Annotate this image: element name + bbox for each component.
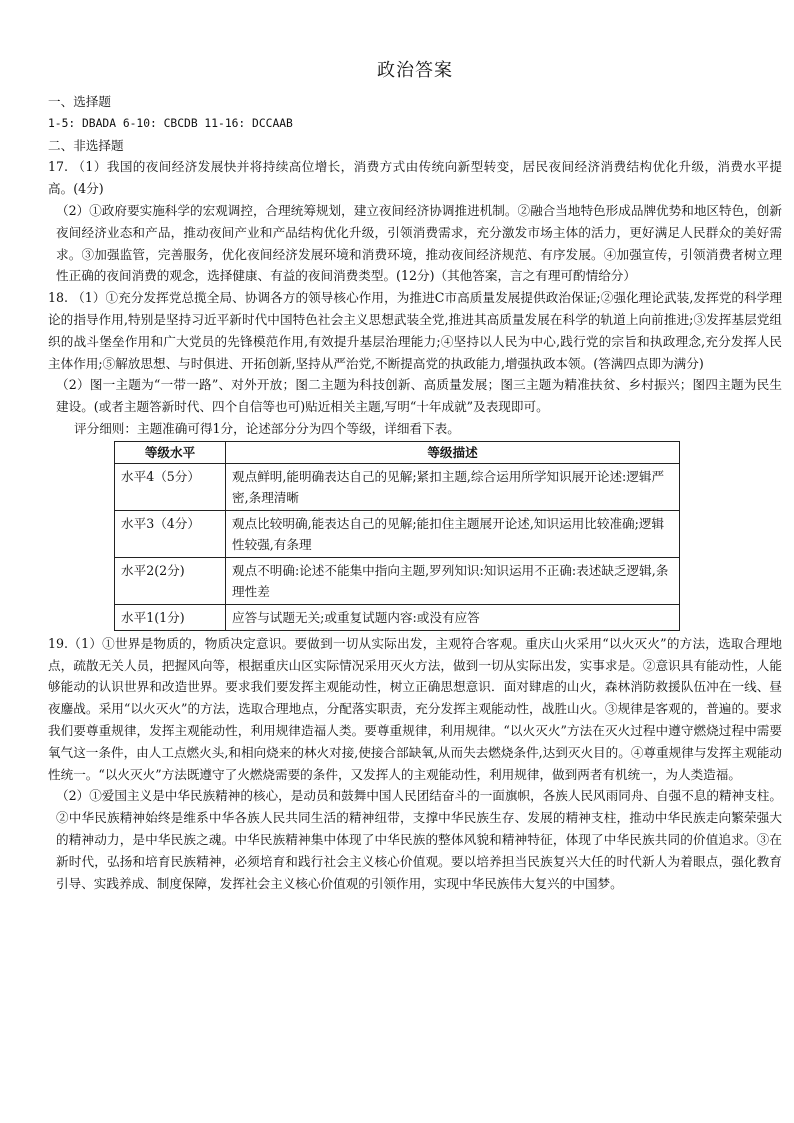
section-heading-nonchoice: 二、非选择题 — [48, 137, 124, 153]
table-header-description: 等级描述 — [226, 441, 680, 463]
q19-part2: （2）①爱国主义是中华民族精神的核心，是动员和鼓舞中国人民团结奋斗的一面旗帜，各族人民风雨同舟、自强不息的精神支柱。②中华民族精神始终是维系中华各族人民共同生活的精神纽带，支撑中华民族生存、发展的精神支柱，推动中华民族走向繁荣强大的精神动力，是中华民族之魂。中华民族精神集中体现了中华民族的整体风貌和精神特征，体现了中华民族共同的价值追求。③在新时代，弘扬和培育民族精神，必须培育和践行社会主义核心价值观。要以培养担当民族复兴大任的时代新人为着眼点，强化教育引导、实践养成、制度保障，发挥社会主义核心价值观的引领作用，实现中华民族伟大复兴的中国梦。 — [56, 788, 782, 891]
table-row — [115, 510, 680, 557]
table-row — [115, 463, 680, 510]
section-heading-choice: 一、选择题 — [48, 94, 111, 109]
table-row — [115, 604, 680, 630]
q18-scoring-note: 评分细则：主题准确可得1分，论述部分分为四个等级，详细看下表。 — [74, 420, 460, 436]
answer-document — [48, 56, 782, 894]
level-cell: 水平3（4分） — [115, 510, 226, 557]
page-title: 政治答案 — [377, 60, 453, 81]
level-cell: 水平1(1分) — [115, 604, 226, 630]
q18-part2: （2）图一主题为“一带一路”、对外开放；图二主题为科技创新、高质量发展；图三主题为精准扶贫、乡村振兴；图四主题为民生建设。(或者主题答新时代、四个自信等也可)贴近相关主题,写明“十年成就”及表现即可。 — [56, 377, 782, 415]
level-cell: 水平2(2分) — [115, 557, 226, 604]
q17-part2: （2）①政府要实施科学的宏观调控，合理统筹规划，建立夜间经济协调推进机制。②融合当地特色形成品牌优势和地区特色，创新夜间经济业态和产品，推动夜间产业和产品结构优化升级，引领消费需求，充分激发市场主体的活力，更好满足人民群众的美好需求。③加强监管，完善服务，优化夜间经济发展环境和消费环境，推动夜间经济规范、有序发展。④加强宣传，引领消费者树立理性正确的夜间消费的观念，选择健康、有益的夜间消费类型。(12分)（其他答案，言之有理可酌情给分） — [56, 202, 782, 284]
description-cell: 观点鲜明,能明确表达自己的见解;紧扣主题,综合运用所学知识展开论述:逻辑严密,条理清晰 — [226, 463, 680, 510]
q19-part1: 19.（1）①世界是物质的，物质决定意识。要做到一切从实际出发，主观符合客观。重庆山火采用“以火灭火”的方法，选取合理地点，疏散无关人员，把握风向等，根据重庆山区实际情况采用灭火方法，做到一切从实际出发，实事求是。②意识具有能动性，人能够能动的认识世界和改造世界。要求我们要发挥主观能动性，树立正确思想意识．面对肆虐的山火，森林消防救援队伍冲在一线、昼夜鏖战。采用“以火灭火”的方法，选取合理地点，分配落实职责，充分发挥主观能动性，战胜山火。③规律是客观的，普遍的。要求我们要尊重规律，发挥主观能动性，利用规律造福人类。要尊重规律，利用规律。“以火灭火”方法在灭火过程中遵守燃烧过程中需要氧气这一条件，由人工点燃火头,和相向烧来的林火对接,使接合部缺氧,从而失去燃烧条件,达到灭火目的。④尊重规律与发挥主观能动性统一。“以火灭火”方法既遵守了火燃烧需要的条件，又发挥人的主观能动性，利用规律，做到两者有机统一，为人类造福。 — [48, 635, 782, 782]
choice-answers: 1-5: DBADA 6-10: CBCDB 11-16: DCCAAB — [48, 116, 293, 130]
description-cell: 观点比较明确,能表达自己的见解;能扣住主题展开论述,知识运用比较准确;逻辑性较强,有条理 — [226, 510, 680, 557]
table-header-level: 等级水平 — [115, 441, 226, 463]
description-cell: 应答与试题无关;或重复试题内容:或没有应答 — [226, 604, 680, 630]
table-header-row — [115, 441, 680, 463]
level-cell: 水平4（5分） — [115, 463, 226, 510]
q17-part1: 17. （1）我国的夜间经济发展快并将持续高位增长，消费方式由传统向新型转变，居民夜间经济消费结构优化升级，消费水平提高。(4分) — [48, 159, 782, 197]
description-cell: 观点不明确:论述不能集中指向主题,罗列知识:知识运用不正确:表述缺乏逻辑,条理性差 — [226, 557, 680, 604]
q18-part1: 18. （1）①充分发挥党总揽全局、协调各方的领导核心作用，为推进C市高质量发展提供政治保证;②强化理论武装,发挥党的科学理论的指导作用,特别是坚持习近平新时代中国特色社会主义思想武装全党,推进其高质量发展在科学的轨道上向前推进;③发挥基层党组织的战斗堡垒作用和广大党员的先锋模范作用,有效提升基层治理能力;④坚持以人民为中心,践行党的宗旨和执政理念,充分发挥人民主体作用;⑤解放思想、与时俱进、开拓创新,坚持从严治党,不断提高党的执政能力,增强执政本领。(答满四点即为满分) — [48, 290, 782, 371]
table-row — [115, 557, 680, 604]
grading-table — [114, 441, 680, 631]
